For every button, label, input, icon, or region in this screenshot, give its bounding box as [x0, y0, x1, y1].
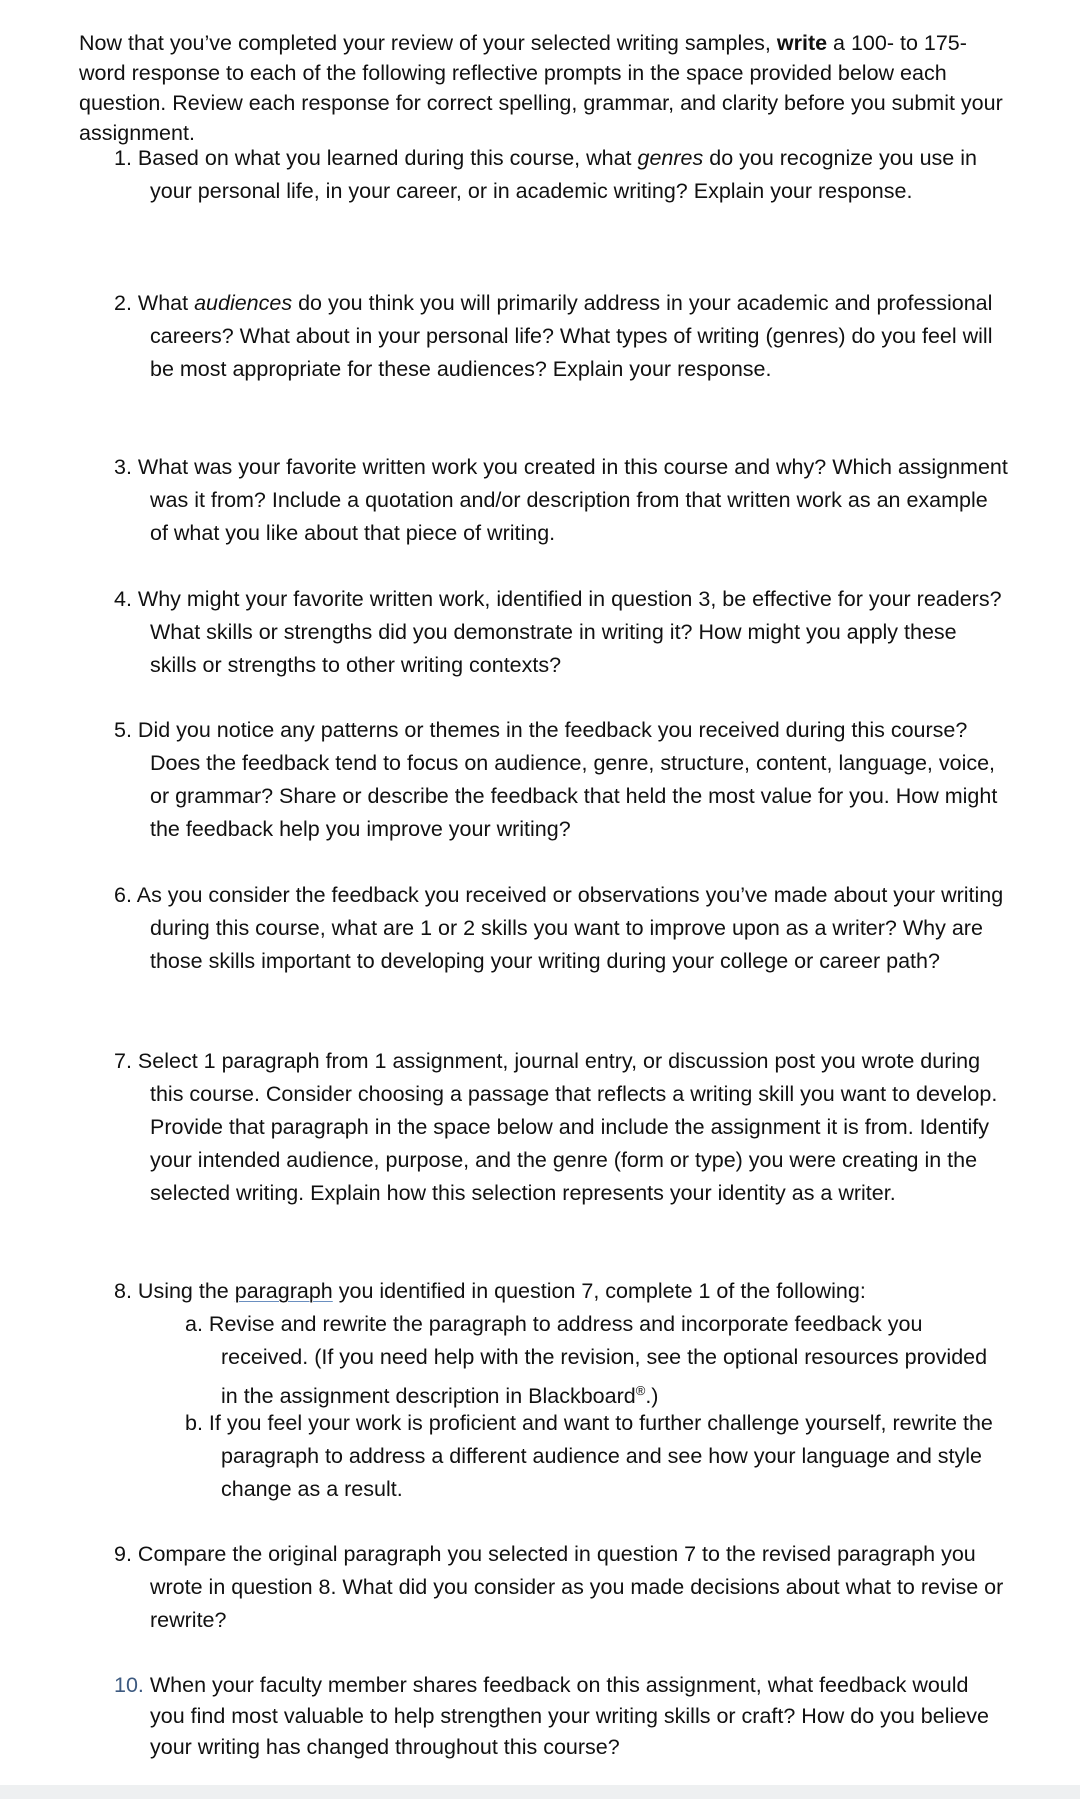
option-text: Revise and rewrite the paragraph to address and incorporate feedback you received. (If you need help with the revision, see the optional resources provided in the assignment description in Blackboard [208, 1312, 988, 1409]
question-text: What was your favorite written work you created in this course and why? Which assignment was it from? Include a quotation and/or description from that written work as an example of what you like about that piece of writing. [137, 455, 1008, 545]
question-2 [79, 287, 1009, 386]
question-number: 1. [114, 146, 132, 170]
question-number: 8. [114, 1279, 132, 1303]
question-text: What [137, 291, 195, 315]
question-number: 3. [114, 455, 132, 479]
question-text: As you consider the feedback you received or observations you’ve made about your writing during this course, what are 1 or 2 skills you want to improve upon as a writer? Why are those skills important to developing your writing during your college or career path? [136, 883, 1004, 973]
question-text: Did you notice any patterns or themes in the feedback you received during this course? Does the feedback tend to focus on audience, genre, structure, content, language, voice, or grammar? Share or describe the feedback that held the most value for you. How might the feedback help you improve your writing? [137, 718, 998, 841]
registered-mark: ® [635, 1383, 646, 1398]
question-text: When your faculty member shares feedback on this assignment, what feedback would you find most valuable to help strengthen your writing skills or craft? How do you believe your writing has changed throughout this course? [149, 1673, 989, 1759]
question-number: 2. [114, 291, 132, 315]
question-number: 10. [114, 1673, 144, 1697]
option-text: If you feel your work is proficient and want to further challenge yourself, rewrite the paragraph to address a different audience and see how your language and style change as a result. [208, 1411, 993, 1501]
option-label: a. [185, 1312, 203, 1336]
question-number: 7. [114, 1049, 132, 1073]
question-text: Why might your favorite written work, identified in question 3, be effective for your readers? What skills or strengths did you demonstrate in writing it? How might you apply these skills or strengths to other writing contexts? [137, 587, 1002, 677]
question-text: do you recognize you use in your personal life, in your career, or in academic writing? Explain your response. [150, 146, 977, 203]
question-8 [79, 1275, 1009, 1308]
question-5 [79, 714, 1009, 846]
intro-bold-write: write [776, 31, 828, 55]
question-number: 4. [114, 587, 132, 611]
question-10 [79, 1670, 1009, 1763]
intro-text-start: Now that you’ve completed your review of your selected writing samples, [79, 31, 777, 55]
question-text: you identified in question 7, complete 1 of the following: [332, 1279, 866, 1303]
question-9 [79, 1538, 1009, 1637]
question-number: 6. [114, 883, 132, 907]
question-text: Compare the original paragraph you selected in question 7 to the revised paragraph you wrote in question 8. What did you consider as you made decisions about what to revise or rewrite? [137, 1542, 1004, 1632]
page-bottom-edge [0, 1785, 1080, 1799]
question-text: do you think you will primarily address in your academic and professional careers? What about in your personal life? What types of writing (genres) do you feel will be most appropriate for these audiences? Explain your response. [150, 291, 993, 381]
question-number: 9. [114, 1542, 132, 1566]
question-6 [79, 879, 1009, 978]
option-text-end: .) [645, 1384, 659, 1409]
question-8-option-b [79, 1407, 1009, 1506]
question-number: 5. [114, 718, 132, 742]
intro-text-end: a 100- to 175-word response to each of the following reflective prompts in the space provided below each question. Review each response for correct spelling, grammar, and clarity before you submit your assignment. [79, 31, 1003, 145]
question-text: Using the [137, 1279, 235, 1303]
paragraph-link[interactable]: paragraph [234, 1279, 333, 1303]
question-7 [79, 1045, 1009, 1210]
emphasis-audiences: audiences [194, 291, 293, 315]
question-text: Select 1 paragraph from 1 assignment, journal entry, or discussion post you wrote during this course. Consider choosing a passage that reflects a writing skill you want to develop. Provide that paragraph in the space below and include the assignment it is from. Identify your intended audience, purpose, and the genre (form or type) you were creating in the selected writing. Explain how this selection represents your identity as a writer. [137, 1049, 998, 1205]
question-1 [79, 142, 1009, 208]
option-label: b. [185, 1411, 203, 1435]
emphasis-genres: genres [637, 146, 704, 170]
intro-paragraph [79, 28, 1009, 148]
question-4 [79, 583, 1009, 682]
question-3 [79, 451, 1009, 550]
question-text: Based on what you learned during this course, what [137, 146, 638, 170]
question-8-option-a [79, 1308, 1009, 1413]
